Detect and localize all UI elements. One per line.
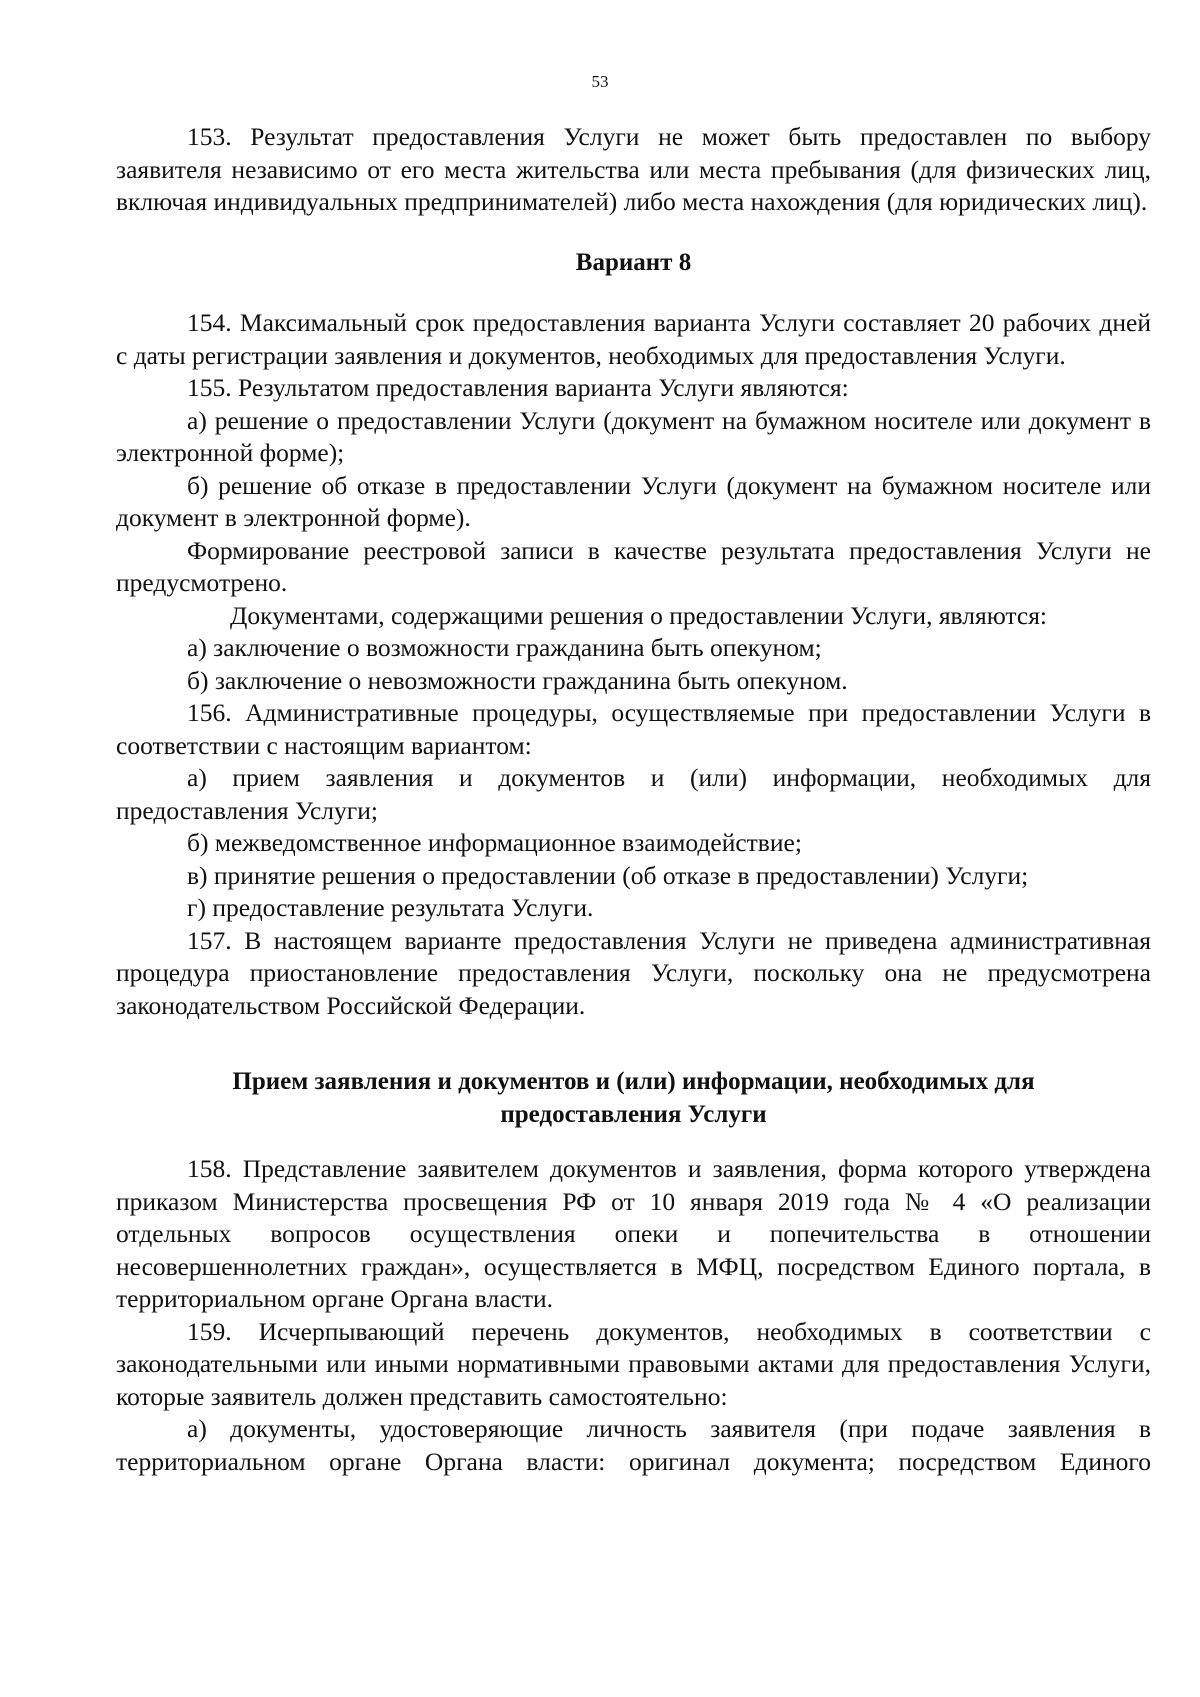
document-body	[116, 121, 1151, 1478]
paragraph-158: 158. Представление заявителем документов и заявления, форма которого утверждена приказом Министерства просвещения РФ от 10 января 2019 года № 4 «О реализации отдельных вопросов осуществления опеки и попечительства в отношении несовершеннолетних граждан», осуществляется в МФЦ, посредством Единого портала, в территориальном органе Органа власти.	[116, 1154, 1151, 1313]
list-item-156-b: б) межведомственное информационное взаимодействие;	[187, 828, 802, 857]
paragraph-157: 157. В настоящем варианте предоставления Услуги не приведена административная процедура приостановление предоставления Услуги, поскольку она не предусмотрена законодательством Российской Федерации.	[116, 925, 1151, 1020]
list-item-159-a: а) документы, удостоверяющие личность заявителя (при подаче заявления в территориальном органе Органа власти: оригинал документа; посредством Единого	[116, 1414, 1151, 1476]
paragraph-154: 154. Максимальный срок предоставления варианта Услуги составляет 20 рабочих дней с даты регистрации заявления и документов, необходимых для предоставления Услуги.	[116, 308, 1151, 370]
list-item-156-d: г) предоставление результата Услуги.	[187, 893, 594, 922]
paragraph-156: 156. Административные процедуры, осуществляемые при предоставлении Услуги в соответствии с настоящим вариантом:	[116, 698, 1151, 760]
paragraph-decision-documents: Документами, содержащими решения о предоставлении Услуги, являются:	[230, 600, 1048, 630]
paragraph-registry-record: Формирование реестровой записи в качестве результата предоставления Услуги не предусмотрено.	[116, 535, 1151, 597]
paragraph-153: 153. Результат предоставления Услуги не может быть предоставлен по выбору заявителя независимо от его места жительства или места пребывания (для физических лиц, включая индивидуальных предпринимателей) либо места нахождения (для юридических лиц).	[116, 122, 1151, 216]
section-heading-line-1: Прием заявления и документов и (или) информации, необходимых для	[232, 1068, 1035, 1095]
page-number: 53	[591, 72, 609, 91]
list-item-156-c: в) принятие решения о предоставлении (об отказе в предоставлении) Услуги;	[187, 860, 1029, 890]
section-heading-line-2: предоставления Услуги	[500, 1100, 767, 1128]
list-item-155-b: б) решение об отказе в предоставлении Услуги (документ на бумажном носителе или документ в электронной форме).	[116, 470, 1151, 532]
paragraph-159: 159. Исчерпывающий перечень документов, необходимых в соответствии с законодательными или иными нормативными правовыми актами для предоставления Услуги, которые заявитель должен представить самостоятельно:	[116, 1316, 1151, 1411]
paragraph-155: 155. Результатом предоставления варианта Услуги являются:	[187, 373, 849, 402]
list-item-156-a: а) прием заявления и документов и (или) информации, необходимых для предоставления Услуги;	[116, 763, 1151, 825]
list-item-decision-b: б) заключение о невозможности гражданина быть опекуном.	[187, 665, 848, 695]
list-item-155-a: а) решение о предоставлении Услуги (документ на бумажном носителе или документ в электронной форме);	[116, 405, 1151, 467]
list-item-decision-a: а) заключение о возможности гражданина быть опекуном;	[187, 633, 822, 662]
section-heading	[116, 1066, 1151, 1131]
variant-heading: Вариант 8	[575, 248, 692, 276]
